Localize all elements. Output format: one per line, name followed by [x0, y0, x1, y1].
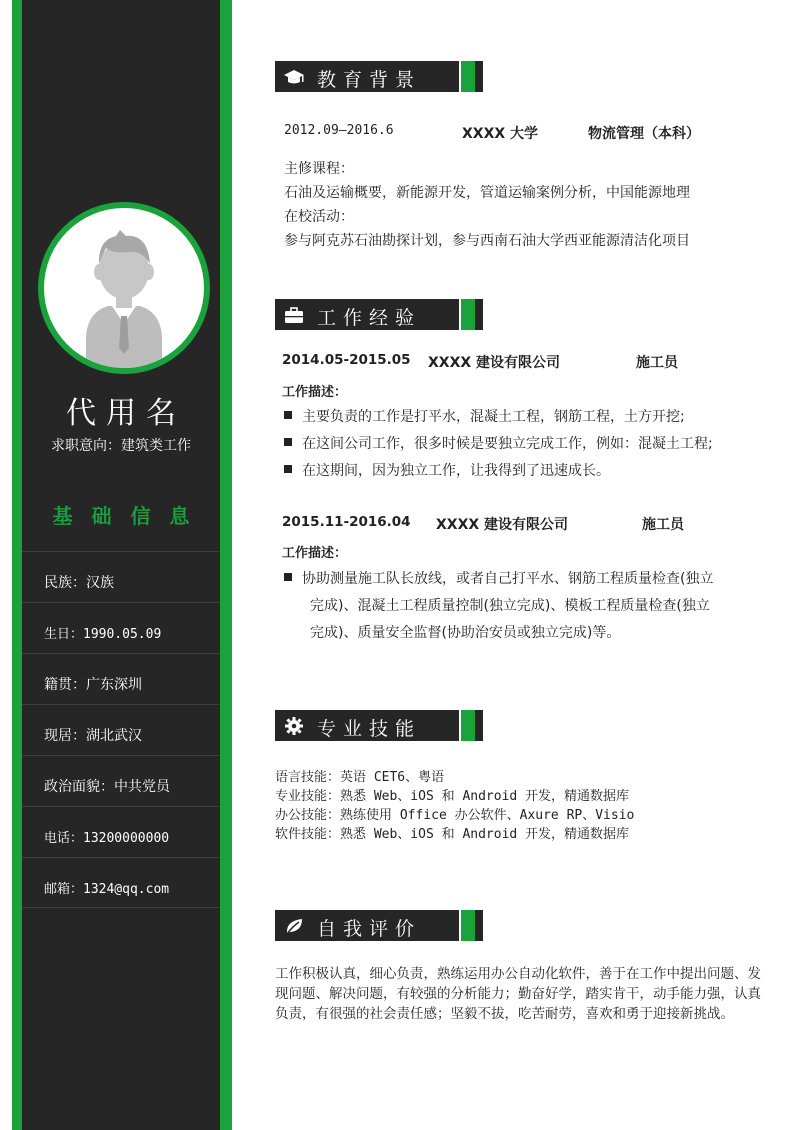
self-eval-title: 自我评价 — [317, 918, 422, 940]
gear-icon — [283, 716, 305, 736]
education-header — [275, 61, 483, 92]
job-1-desc-label: 工作描述： — [282, 385, 348, 400]
job-1-role: 施工员 — [636, 355, 678, 371]
info-birthday: 生日：1990.05.09 — [22, 602, 220, 653]
basic-info-title: 基 础 信 息 — [52, 504, 196, 528]
info-hometown: 籍贯：广东深圳 — [22, 653, 220, 704]
job-2-desc-label: 工作描述： — [282, 546, 348, 561]
self-eval-header — [275, 910, 483, 941]
sidebar-accent-right — [220, 0, 232, 1130]
header-accent — [461, 910, 475, 941]
job-1-period: 2014.05-2015.05 — [282, 352, 411, 368]
skill-language: 语言技能：英语 CET6、粤语 — [275, 770, 445, 785]
info-ethnicity: 民族：汉族 — [22, 551, 220, 602]
info-political: 政治面貌：中共党员 — [22, 755, 220, 806]
education-title: 教育背景 — [317, 69, 422, 91]
info-phone: 电话：13200000000 — [22, 806, 220, 857]
bullet-icon — [284, 573, 292, 581]
education-period: 2012.09—2016.6 — [284, 123, 394, 138]
candidate-name: 代用名 — [66, 396, 186, 431]
work-header — [275, 299, 483, 330]
activities-label: 在校活动： — [284, 209, 354, 225]
briefcase-icon — [283, 305, 305, 325]
info-residence: 现居：湖北武汉 — [22, 704, 220, 755]
basic-info-list — [22, 551, 220, 908]
sidebar-accent-left — [12, 0, 22, 1130]
graduation-cap-icon — [283, 67, 305, 87]
job-2-company: XXXX 建设有限公司 — [436, 517, 569, 533]
avatar-frame — [44, 208, 204, 368]
education-major: 物流管理（本科） — [588, 126, 700, 142]
courses-label: 主修课程： — [284, 161, 354, 177]
header-accent — [461, 299, 475, 330]
list-item-continuation: 完成)、质量安全监督(协助治安员或独立完成)等。 — [310, 625, 621, 641]
courses-text: 石油及运输概要，新能源开发，管道运输案例分析，中国能源地理 — [284, 185, 690, 201]
bullet-icon — [284, 465, 292, 473]
self-eval-text: 工作积极认真，细心负责，熟练运用办公自动化软件，善于在工作中提出问题、发现问题、解决问题，有较强的分析能力；勤奋好学，踏实肯干，动手能力强，认真负责，有很强的社会责任感；坚毅不拔，吃苦耐劳，喜欢和勇于迎接新挑战。 — [275, 966, 761, 1022]
work-title: 工作经验 — [317, 307, 422, 329]
skill-professional: 专业技能：熟悉 Web、iOS 和 Android 开发，精通数据库 — [275, 789, 630, 804]
skills-title: 专业技能 — [317, 718, 422, 740]
leaf-icon — [283, 916, 305, 936]
header-accent — [461, 710, 475, 741]
bullet-icon — [284, 438, 292, 446]
list-item-continuation: 完成)、混凝土工程质量控制(独立完成)、模板工程质量检查(独立 — [310, 598, 710, 614]
education-school: XXXX 大学 — [462, 126, 539, 142]
skill-software: 软件技能：熟悉 Web、iOS 和 Android 开发，精通数据库 — [275, 827, 630, 842]
job-2-period: 2015.11-2016.04 — [282, 514, 411, 530]
header-accent — [461, 61, 475, 92]
user-avatar-icon — [44, 208, 204, 368]
info-email: 邮箱：1324@qq.com — [22, 857, 220, 908]
job-2-role: 施工员 — [642, 517, 684, 533]
skills-header — [275, 710, 483, 741]
avatar — [38, 202, 210, 374]
job-1-company: XXXX 建设有限公司 — [428, 355, 561, 371]
job-intent: 求职意向：建筑类工作 — [51, 438, 191, 454]
bullet-icon — [284, 411, 292, 419]
skill-office: 办公技能：熟练使用 Office 办公软件、Axure RP、Visio — [275, 808, 635, 823]
activities-text: 参与阿克苏石油勘探计划，参与西南石油大学西亚能源清洁化项目 — [284, 233, 690, 249]
